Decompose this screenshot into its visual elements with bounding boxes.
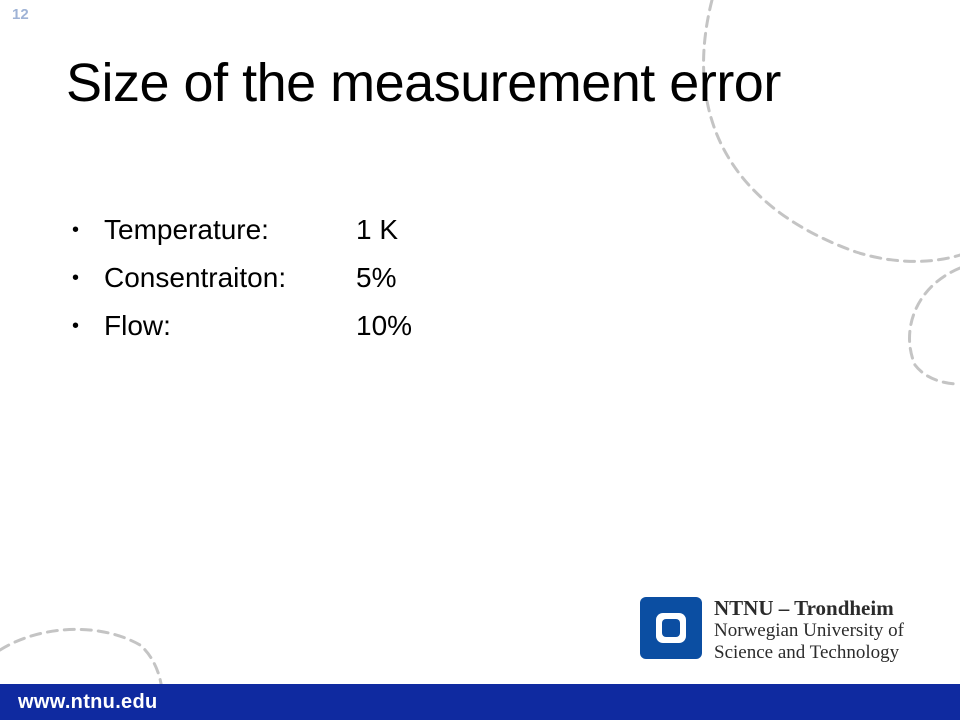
bullet-icon: •: [72, 219, 80, 241]
list-item: [72, 310, 412, 358]
bullet-list: [72, 214, 412, 358]
footer-bar: [0, 684, 960, 720]
logo-inner-square: [656, 613, 686, 643]
bullet-value: 10%: [356, 310, 413, 341]
logo-core-square: [662, 619, 680, 637]
bullet-label: Flow:: [104, 310, 171, 341]
bullet-value: 1 K: [356, 214, 399, 245]
bullet-value: 5%: [356, 262, 397, 293]
ntnu-logo-icon: [640, 597, 702, 659]
page-number: 12: [12, 6, 29, 23]
bullet-label: Consentraiton:: [104, 262, 287, 293]
bullet-icon: •: [72, 267, 80, 289]
bullet-icon: •: [72, 315, 80, 337]
slide-title: Size of the measurement error: [66, 53, 781, 113]
university-name-line2: Science and Technology: [714, 642, 900, 663]
list-item: [72, 214, 412, 262]
university-name-block: [714, 596, 904, 664]
list-item: [72, 262, 412, 310]
footer-url: www.ntnu.edu: [18, 691, 158, 713]
bullet-label: Temperature:: [104, 214, 269, 245]
university-name-line1: Norwegian University of: [714, 620, 904, 641]
university-campus: NTNU – Trondheim: [714, 596, 894, 620]
